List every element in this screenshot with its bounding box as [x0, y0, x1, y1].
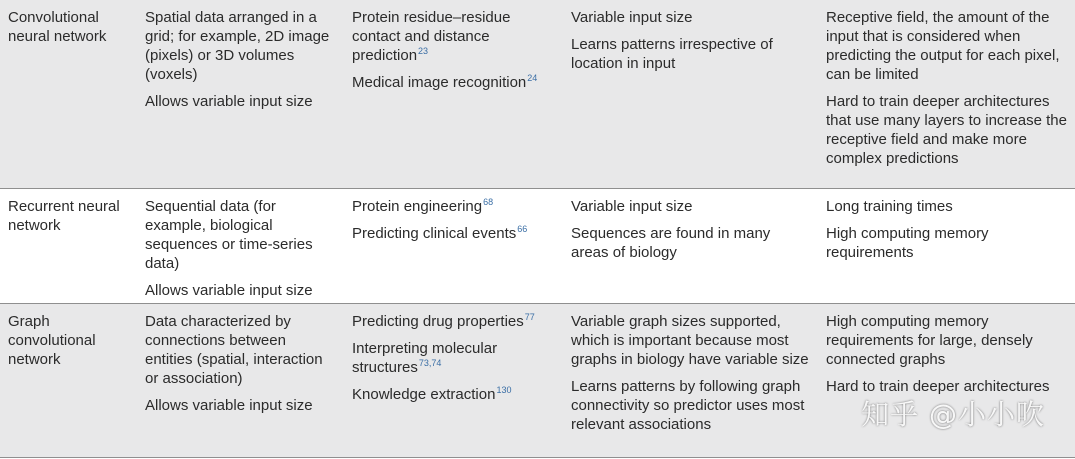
input-note: Allows variable input size [145, 281, 313, 299]
table-row [0, 0, 1075, 188]
reference-link[interactable]: 23 [418, 46, 429, 56]
strength-item: Variable input size [571, 9, 693, 26]
strength-item: Variable input size [571, 197, 693, 215]
strength-item: Sequences are found in many areas of biology [571, 224, 771, 261]
reference-link[interactable]: 68 [483, 196, 494, 207]
network-name: Graph convolutional network [8, 312, 96, 368]
input-description: Sequential data (for example, biological sequences or time-series data) [145, 197, 313, 272]
example-item: Predicting drug properties$^{77}$ [352, 311, 535, 330]
limitation-item: High computing memory requirements for large, densely connected graphs [826, 312, 1033, 368]
example-item: Predicting clinical events$^{66}$ [352, 223, 528, 242]
watermark: 知乎 @小小吹 [861, 398, 1045, 431]
examples-cell [344, 188, 563, 303]
limitation-item: High computing memory requirements [826, 224, 989, 261]
table-row [0, 188, 1075, 303]
strengths-cell [563, 0, 818, 188]
network-name-cell [0, 303, 137, 457]
example-item: Protein residue–residue contact and distance prediction$^{23}$ [352, 9, 511, 64]
limitation-item: Hard to train deeper architectures [826, 377, 1050, 395]
example-item: Medical image recognition$^{24}$ [352, 73, 538, 91]
strengths-cell [563, 303, 818, 457]
example-item: Protein engineering$^{68}$ [352, 196, 494, 215]
strength-item: Learns patterns irrespective of location in input [571, 36, 773, 72]
input-data-cell [137, 188, 344, 303]
limitations-cell [818, 0, 1075, 188]
table-row [0, 303, 1075, 457]
network-name: Recurrent neural network [8, 197, 120, 234]
limitations-cell [818, 303, 1075, 457]
strengths-cell [563, 188, 818, 303]
input-note: Allows variable input size [145, 93, 313, 110]
reference-link[interactable]: 130 [496, 384, 512, 395]
reference-link[interactable]: 77 [524, 311, 535, 322]
strength-item: Learns patterns by following graph connectivity so predictor uses most relevant associations [571, 377, 805, 433]
network-name-cell [0, 188, 137, 303]
strength-item: Variable graph sizes supported, which is important because most graphs in biology have variable size [571, 312, 809, 368]
input-data-cell [137, 0, 344, 188]
example-item: Interpreting molecular structures$^{73,74}$ [352, 339, 498, 376]
input-description: Data characterized by connections between entities (spatial, interaction or association) [145, 312, 323, 387]
reference-link[interactable]: 73,74 [418, 357, 442, 368]
input-note: Allows variable input size [145, 396, 313, 414]
input-description: Spatial data arranged in a grid; for example, 2D image (pixels) or 3D volumes (voxels) [145, 9, 330, 83]
examples-cell [344, 303, 563, 457]
network-name: Convolutional neural network [8, 9, 107, 45]
example-item: Knowledge extraction$^{130}$ [352, 384, 512, 403]
limitation-item: Receptive field, the amount of the input that is considered when predicting the output for each pixel, can be limited [826, 9, 1060, 83]
limitations-cell [818, 188, 1075, 303]
limitation-item: Hard to train deeper architectures that use many layers to increase the receptive field and make more complex predictions [826, 93, 1067, 167]
examples-cell [344, 0, 563, 188]
network-name-cell [0, 0, 137, 188]
reference-link[interactable]: 66 [517, 223, 528, 234]
limitation-item: Long training times [826, 197, 953, 215]
reference-link[interactable]: 24 [527, 73, 538, 83]
input-data-cell [137, 303, 344, 457]
